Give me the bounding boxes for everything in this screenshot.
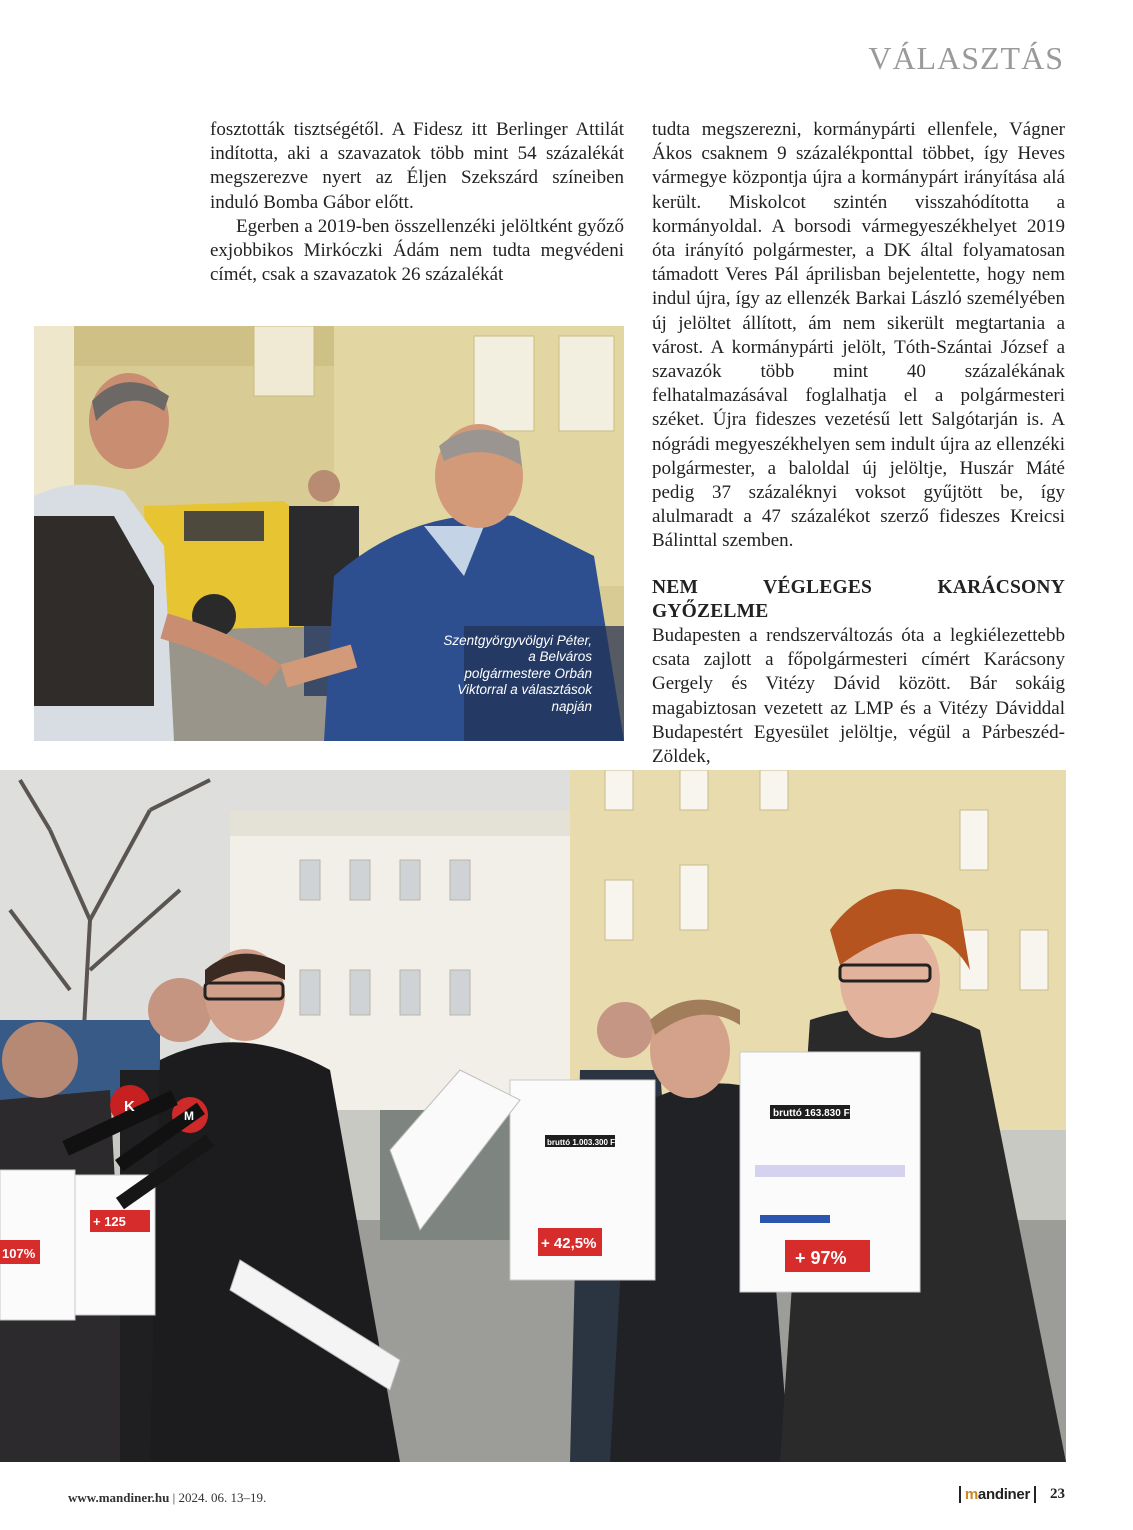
sign-text: + 97% [795, 1248, 847, 1268]
photo-caption: Szentgyörgyvölgyi Péter, a Belváros polgármestere Orbán Viktorral a választások napján [443, 632, 592, 714]
brand-logo: mandiner [959, 1486, 1036, 1503]
sign-text: + 125 [93, 1214, 126, 1229]
sign-text: bruttó 1.003.300 Ft [547, 1138, 618, 1147]
photo-handshake [34, 326, 624, 741]
article-column-left [210, 118, 624, 287]
mic-label: K [124, 1098, 135, 1115]
footer-separator: | [172, 1490, 176, 1505]
article-column-right [652, 118, 1065, 769]
page-number: 23 [1050, 1486, 1065, 1502]
paragraph: Budapesten a rendszerváltozás óta a legkiélezettebb csata zajlott a főpolgármesteri címért Karácsony Gergely és Vitézy Dávid között. Bár sokáig magabiztosan vezetett az LMP és a Vitézy Dáviddal Budapestért Egyesület jelöltje, végül a Párbeszéd-Zöldek, [652, 625, 1065, 768]
footer-right [959, 1486, 1065, 1503]
photo-press-conference-illustration [0, 770, 1066, 1462]
sign-text: bruttó 163.830 Ft [773, 1108, 854, 1119]
footer-site: www.mandiner.hu [68, 1490, 170, 1505]
footer-left [68, 1490, 266, 1506]
paragraph: fosztották tisztségétől. A Fidesz itt Berlinger Attilát indította, aki a szavazatok több mint 54 százalékát megszerezve nyert az Éljen Szekszárd színeiben induló Bomba Gábor előtt. [210, 119, 624, 213]
footer-date: 2024. 06. 13–19. [178, 1490, 267, 1505]
subheading: NEM VÉGLEGES KARÁCSONY GYŐZELME [652, 576, 1065, 622]
sign-text: 107% [2, 1246, 36, 1261]
sign-text: + 42,5% [541, 1235, 597, 1252]
section-title: VÁLASZTÁS [868, 40, 1064, 76]
paragraph: Egerben a 2019-ben összellenzéki jelöltként győző exjobbikos Mirkóczki Ádám nem tudta megvédeni címét, csak a szavazatok 26 százalékát [210, 215, 624, 286]
photo-press-conference [0, 770, 1066, 1462]
mic-label: M [184, 1109, 194, 1123]
paragraph: tudta megszerezni, kormánypárti ellenfele, Vágner Ákos csaknem 9 százalékponttal többet, így Heves vármegye központja újra a kormánypárt irányítása alá került. Miskolcot szintén visszahódította a kormányoldal. A borsodi vármegyeszékhelyet 2019 óta irányító polgármester, a DK által folyamatosan támadott Veres Pál áprilisban bejelentette, hogy nem indul újra, így az ellenzék Barkai László személyében új jelöltet állított, ám nem sikerült megtartania a várost. A kormánypárti jelölt, Tóth-Szántai József a szavazók több mint 40 százalékának felhatalmazásával foglalhatja el a polgármesteri széket. Újra fideszes vezetésű lett Salgótarján is. A nógrádi megyeszékhelyen sem indult újra az ellenzéki polgármester, a baloldal új jelöltje, Huszár Máté pedig 37 százaléknyi voksot gyűjtött be, így alulmaradt a 47 százalékot szerző fideszes Kreicsi Bálinttal szemben. [652, 119, 1065, 552]
